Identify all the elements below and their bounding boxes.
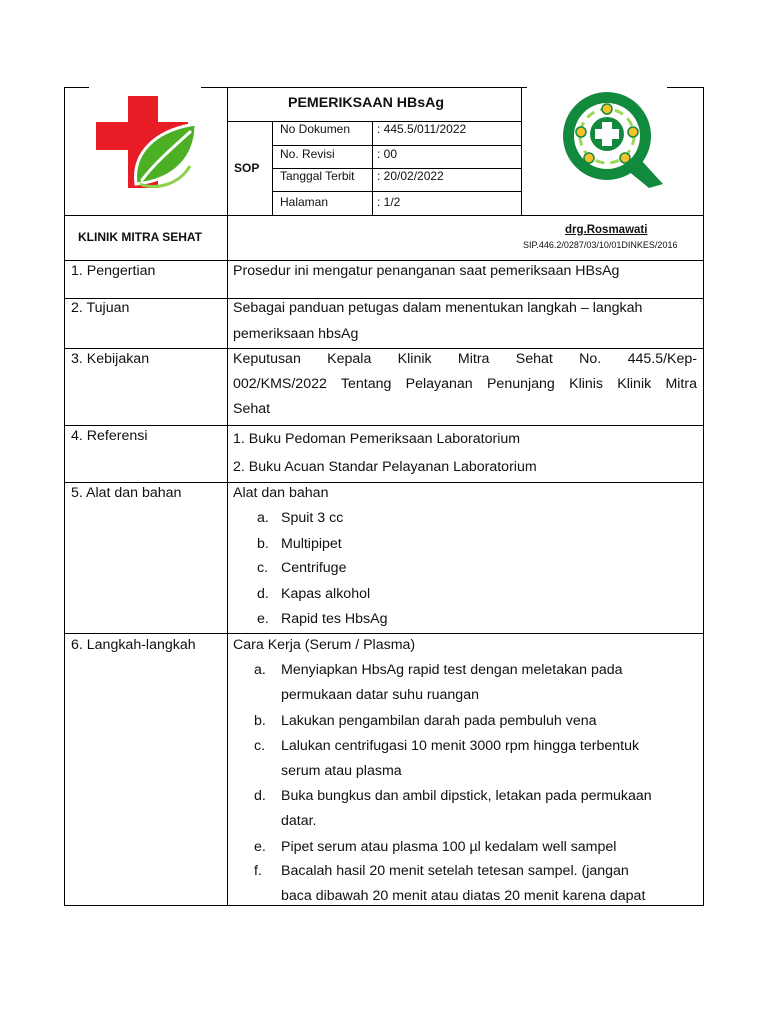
langkah-marker-e: e.	[254, 839, 266, 855]
langkah-a-line-1: Menyiapkan HbsAg rapid test dengan meletakan pada	[281, 662, 623, 678]
section-label-referensi: 4. Referensi	[71, 428, 148, 444]
langkah-marker-a: a.	[254, 662, 266, 678]
alat-item-b: Multipipet	[281, 536, 342, 552]
meta-label-halaman: Halaman	[280, 195, 329, 209]
tujuan-line-1: Sebagai panduan petugas dalam menentukan langkah – langkah	[233, 300, 643, 316]
kebijakan-line-3: Sehat	[233, 401, 271, 417]
alat-marker-e: e.	[257, 611, 269, 627]
langkah-b-line-1: Lakukan pengambilan darah pada pembuluh vena	[281, 713, 597, 729]
quality-cross-logo	[557, 88, 667, 192]
langkah-c-line-2: serum atau plasma	[281, 763, 402, 779]
alat-marker-c: c.	[257, 560, 269, 576]
alat-intro: Alat dan bahan	[233, 485, 329, 501]
meta-value-no-revisi: : 00	[377, 147, 398, 161]
langkah-e-line-1: Pipet serum atau plasma 100 µl kedalam well sampel	[281, 839, 617, 855]
referensi-item-2: 2. Buku Acuan Standar Pelayanan Laboratorium	[233, 459, 537, 475]
section-label-alat: 5. Alat dan bahan	[71, 485, 182, 501]
alat-item-c: Centrifuge	[281, 560, 347, 576]
langkah-marker-c: c.	[254, 738, 266, 754]
clinic-name: KLINIK MITRA SEHAT	[78, 230, 202, 244]
langkah-marker-f: f.	[254, 863, 262, 879]
meta-value-halaman: : 1/2	[377, 195, 401, 209]
section-label-kebijakan: 3. Kebijakan	[71, 351, 150, 367]
alat-marker-d: d.	[257, 586, 269, 602]
sop-label: SOP	[234, 161, 260, 175]
tujuan-line-2: pemeriksaan hbsAg	[233, 326, 359, 342]
langkah-f-line-1: Bacalah hasil 20 menit setelah tetesan sampel. (jangan	[281, 863, 629, 879]
alat-item-a: Spuit 3 cc	[281, 510, 344, 526]
kebijakan-line-1: Keputusan Kepala Klinik Mitra Sehat No. 445.5/Kep-	[233, 351, 697, 367]
langkah-marker-d: d.	[254, 788, 266, 804]
alat-marker-b: b.	[257, 536, 269, 552]
section-label-pengertian: 1. Pengertian	[71, 263, 156, 279]
pengertian-text: Prosedur ini mengatur penanganan saat pemeriksaan HBsAg	[233, 263, 620, 279]
meta-value-tanggal-terbit: : 20/02/2022	[377, 169, 444, 183]
alat-item-d: Kapas alkohol	[281, 586, 371, 602]
section-label-langkah: 6. Langkah-langkah	[71, 637, 196, 653]
langkah-intro: Cara Kerja (Serum / Plasma)	[233, 637, 416, 653]
langkah-marker-b: b.	[254, 713, 266, 729]
langkah-c-line-1: Lalukan centrifugasi 10 menit 3000 rpm hingga terbentuk	[281, 738, 640, 754]
meta-label-no-revisi: No. Revisi	[280, 147, 335, 161]
kebijakan-line-2: 002/KMS/2022 Tentang Pelayanan Penunjang Klinis Klinik Mitra	[233, 376, 697, 392]
referensi-item-1: 1. Buku Pedoman Pemeriksaan Laboratorium	[233, 431, 521, 447]
alat-marker-a: a.	[257, 510, 269, 526]
meta-label-no-dokumen: No Dokumen	[280, 122, 351, 136]
langkah-d-line-2: datar.	[281, 813, 317, 829]
signatory-name: drg.Rosmawati	[565, 224, 648, 236]
center-cross-icon	[590, 117, 624, 151]
document-title: PEMERIKSAAN HBsAg	[288, 95, 445, 111]
langkah-d-line-1: Buka bungkus dan ambil dipstick, letakan pada permukaan	[281, 788, 652, 804]
meta-label-tanggal-terbit: Tanggal Terbit	[280, 169, 355, 183]
meta-value-no-dokumen: : 445.5/011/2022	[377, 122, 467, 136]
langkah-a-line-2: permukaan datar suhu ruangan	[281, 687, 479, 703]
langkah-f-line-2: baca dibawah 20 menit atau diatas 20 menit karena dapat	[281, 888, 646, 904]
red-cross-leaf-logo	[92, 94, 200, 192]
alat-item-e: Rapid tes HbsAg	[281, 611, 388, 627]
signatory-sip: SIP.446.2/0287/03/10/01DINKES/2016	[523, 240, 678, 250]
section-label-tujuan: 2. Tujuan	[71, 300, 130, 316]
